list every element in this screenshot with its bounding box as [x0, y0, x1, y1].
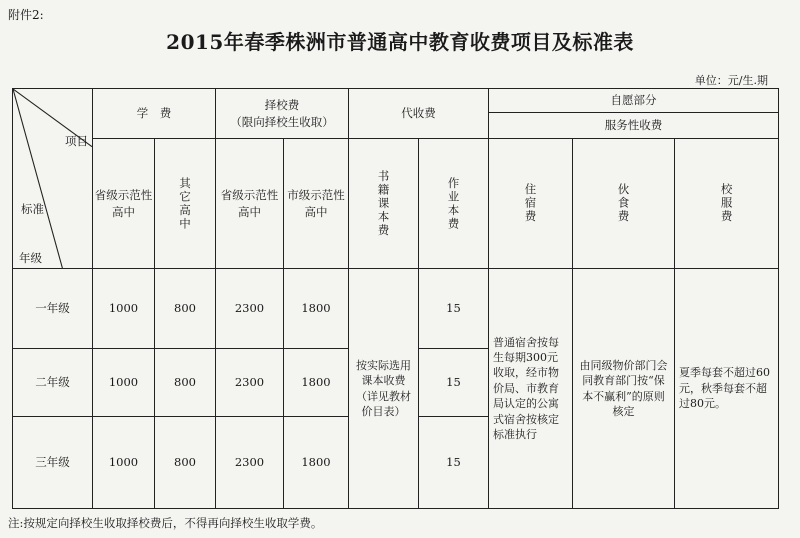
header-service: 服务性收费: [489, 113, 779, 139]
uniform-desc: 夏季每套不超过60元，秋季每套不超过80元。: [675, 269, 779, 509]
header-choice-city: 市级示范性高中: [284, 139, 349, 269]
meals-desc: 由同级物价部门会同教育部门按“保本不赢利”的原则核定: [573, 269, 675, 509]
header-school-choice: [216, 89, 349, 139]
header-homework-label: 作业本费: [446, 176, 461, 231]
header-dorm-label: 住宿费: [523, 183, 538, 224]
dorm-desc: 普通宿舍按每生每期300元收取，经市物价局、市教育局认定的公寓式宿舍按核定标准执行: [489, 269, 573, 509]
header-tuition-other-label: 其它高中: [178, 176, 193, 231]
table-row: [13, 269, 779, 349]
header-textbook: [349, 139, 419, 269]
corner-standard: 标准: [21, 202, 44, 216]
corner-project: 项目: [65, 134, 88, 148]
tuition-provincial-cell: 1000: [93, 269, 155, 349]
choice-provincial-cell: 2300: [216, 349, 284, 417]
tuition-other-cell: 800: [155, 269, 216, 349]
header-homework: [419, 139, 489, 269]
attachment-label: 附件2:: [8, 8, 44, 22]
header-uniform-label: 校服费: [719, 183, 734, 224]
choice-provincial-cell: 2300: [216, 417, 284, 509]
header-voluntary: 自愿部分: [489, 89, 779, 113]
tuition-other-cell: 800: [155, 417, 216, 509]
homework-cell: 15: [419, 269, 489, 349]
choice-city-cell: 1800: [284, 349, 349, 417]
header-meals: [573, 139, 675, 269]
header-uniform: [675, 139, 779, 269]
choice-provincial-cell: 2300: [216, 269, 284, 349]
header-school-choice-label: 择校费: [264, 98, 300, 113]
grade-cell: 一年级: [13, 269, 93, 349]
homework-cell: 15: [419, 417, 489, 509]
header-choice-provincial: 省级示范性高中: [216, 139, 284, 269]
fee-table: [12, 88, 779, 509]
tuition-other-cell: 800: [155, 349, 216, 417]
tuition-provincial-cell: 1000: [93, 349, 155, 417]
page-title: 2015年春季株洲市普通高中教育收费项目及标准表: [166, 30, 634, 54]
choice-city-cell: 1800: [284, 269, 349, 349]
header-tuition-other: [155, 139, 216, 269]
grade-cell: 三年级: [13, 417, 93, 509]
footnote: 注:按规定向择校生收取择校费后，不得再向择校生收取学费。: [8, 516, 323, 530]
header-tuition: 学 费: [93, 89, 216, 139]
homework-cell: 15: [419, 349, 489, 417]
header-meals-label: 伙食费: [616, 183, 631, 224]
header-school-choice-note: （限向择校生收取）: [230, 114, 334, 129]
corner-grade: 年级: [19, 250, 42, 265]
textbook-desc: 按实际选用课本收费（详见教材价目表）: [349, 269, 419, 509]
tuition-provincial-cell: 1000: [93, 417, 155, 509]
unit-label: 单位：元/生.期: [694, 74, 768, 87]
corner-cell: [13, 89, 93, 269]
header-tuition-provincial: 省级示范性高中: [93, 139, 155, 269]
header-dorm: [489, 139, 573, 269]
header-textbook-label: 书籍课本费: [376, 169, 391, 238]
choice-city-cell: 1800: [284, 417, 349, 509]
diagonal-lines: [13, 89, 92, 268]
grade-cell: 二年级: [13, 349, 93, 417]
header-collected: 代收费: [349, 89, 489, 139]
